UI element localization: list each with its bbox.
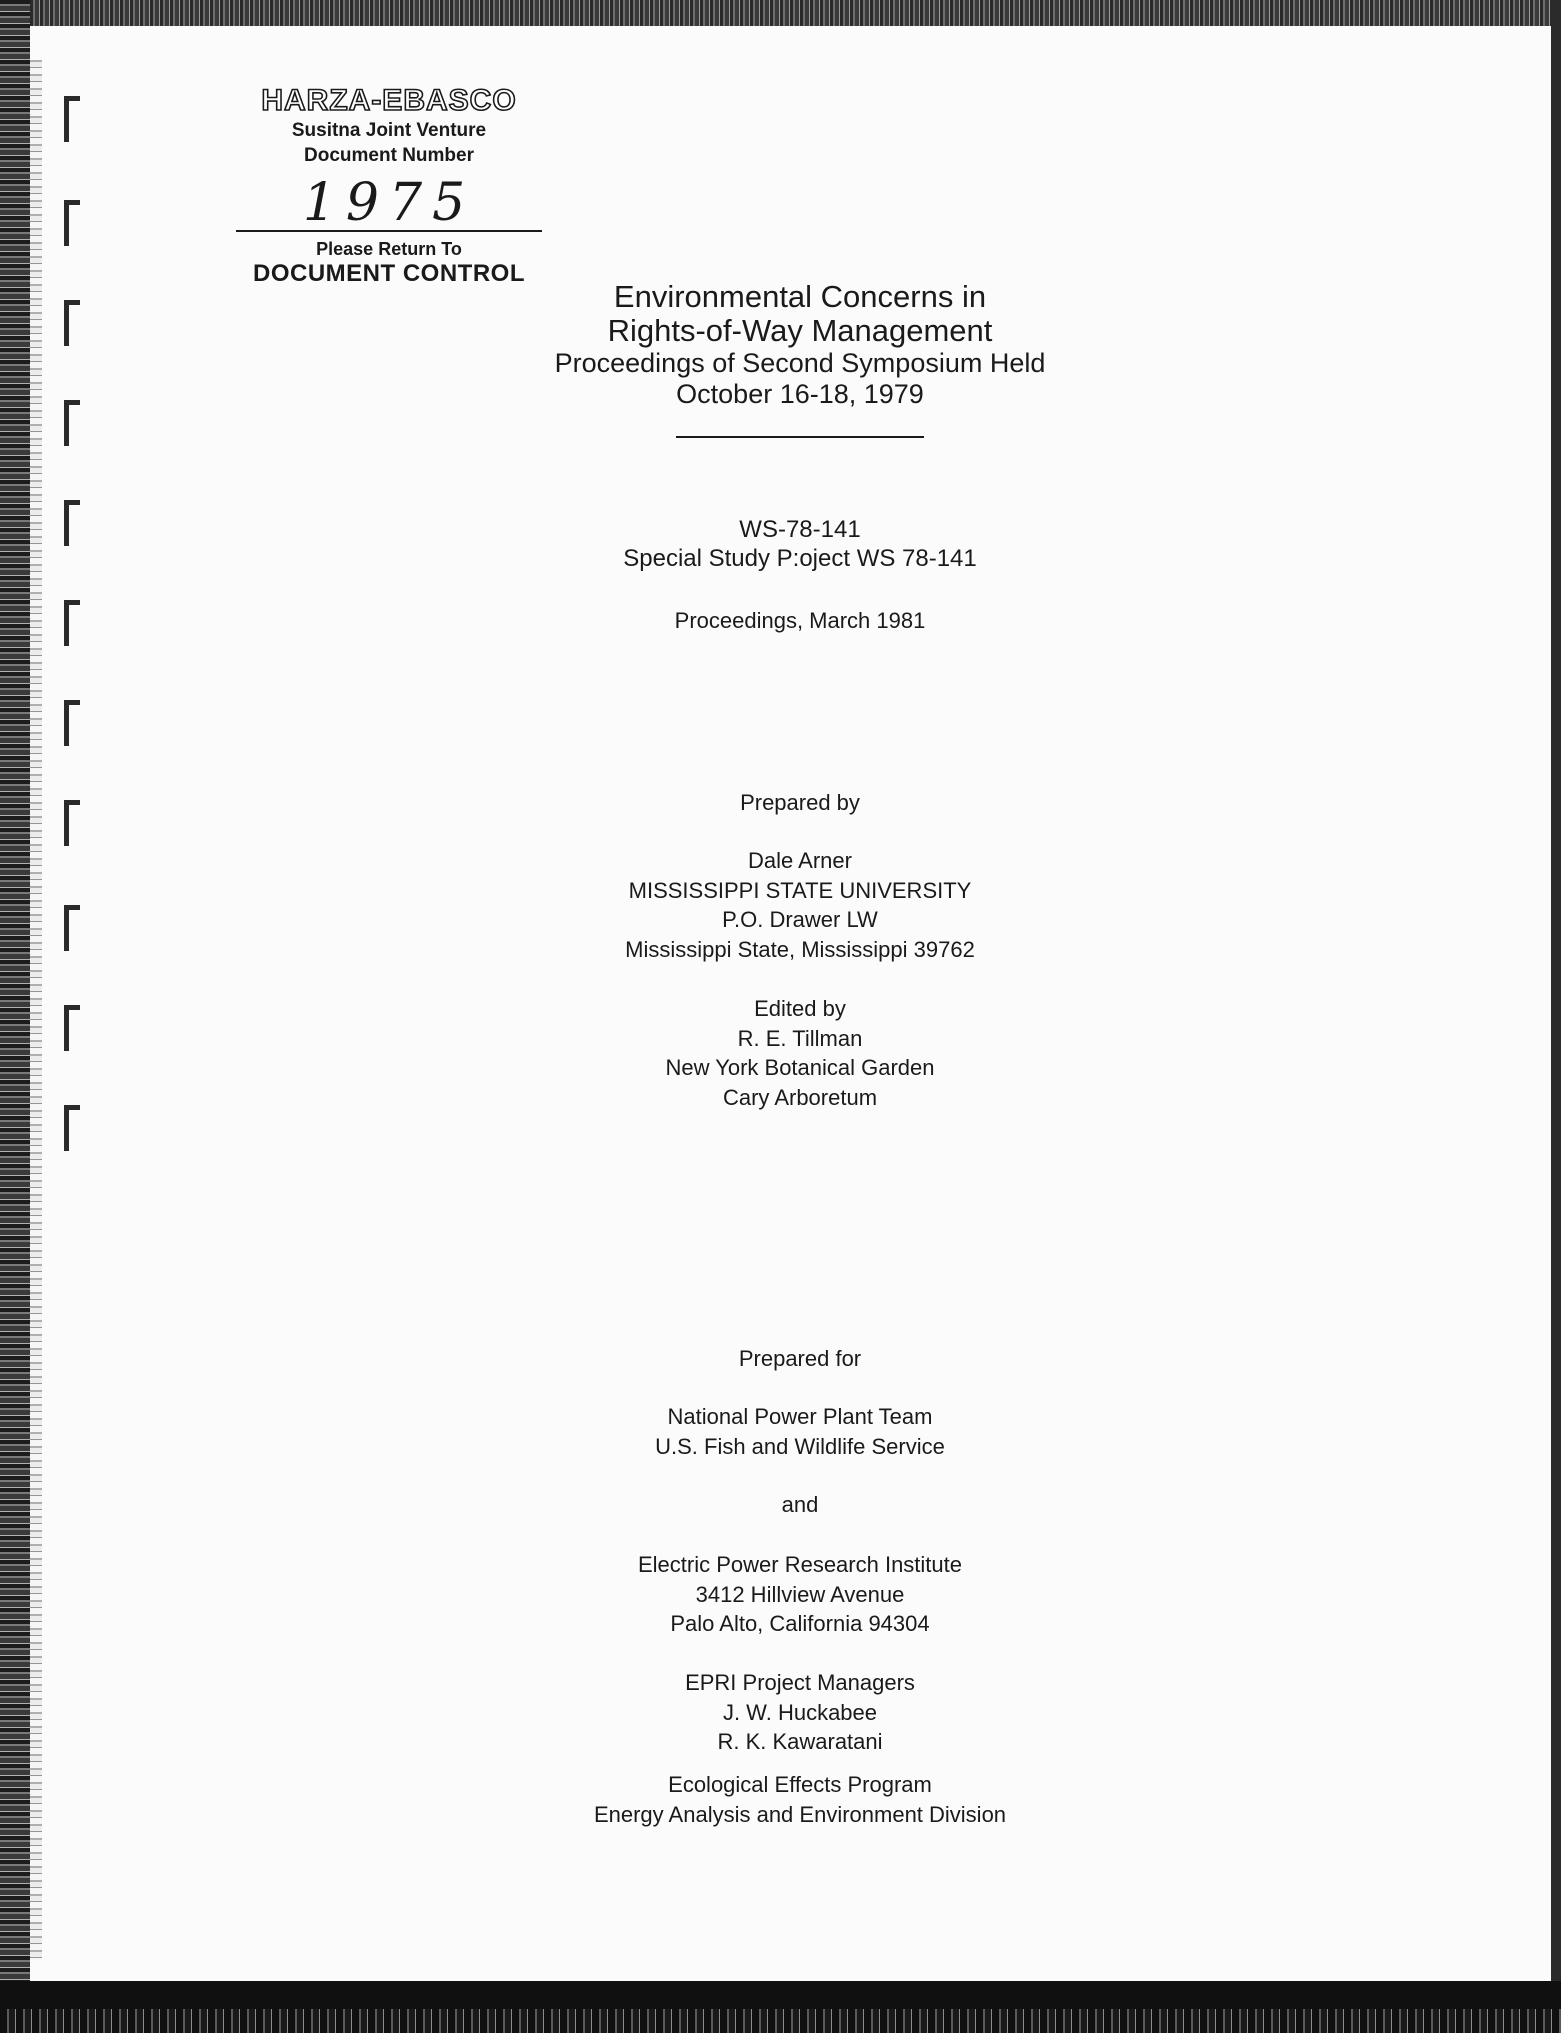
author-organization: MISSISSIPPI STATE UNIVERSITY xyxy=(628,877,972,903)
binder-hole-mark xyxy=(64,300,80,346)
binder-hole-mark xyxy=(64,500,80,546)
scan-edge-right xyxy=(1551,0,1561,2033)
scan-edge-bottom-noise xyxy=(0,2009,1561,2033)
handwritten-document-number: 1975 xyxy=(302,173,476,233)
stamp-return-label: Please Return To xyxy=(316,239,462,259)
sponsor-address-2: Palo Alto, California 94304 xyxy=(670,1611,930,1636)
scan-binding-strip xyxy=(30,60,42,1960)
proceedings-date: Proceedings, March 1981 xyxy=(674,608,926,633)
special-study-line: Special Study P:oject WS 78-141 xyxy=(623,545,977,572)
project-manager-1: J. W. Huckabee xyxy=(722,1699,878,1725)
binder-hole-mark xyxy=(64,400,80,446)
binder-hole-mark xyxy=(64,800,80,846)
binder-hole-mark xyxy=(64,1005,80,1051)
author-name: Dale Arner xyxy=(748,848,852,873)
prepared-by-label: Prepared by xyxy=(740,790,860,815)
stamp-logo: HARZA-EBASCO xyxy=(261,84,517,117)
title-line-1: Environmental Concerns in xyxy=(613,279,987,314)
project-code-block xyxy=(400,515,1200,573)
program-block xyxy=(400,1770,1200,1829)
stamp-number-field xyxy=(236,173,542,233)
sponsor-organization-3: Electric Power Research Institute xyxy=(637,1552,963,1577)
title-line-2: Rights-of-Way Management xyxy=(607,313,993,348)
document-control-stamp xyxy=(236,84,542,288)
editor-organization-1: New York Botanical Garden xyxy=(665,1055,935,1080)
document-title-block xyxy=(430,280,1170,410)
binder-hole-mark xyxy=(64,96,80,142)
binder-hole-mark xyxy=(64,1105,80,1151)
author-address-1: P.O. Drawer LW xyxy=(722,907,878,932)
edited-by-label: Edited by xyxy=(754,996,846,1021)
sponsor-conjunction xyxy=(400,1490,1200,1520)
scan-edge-top xyxy=(0,0,1561,26)
title-rule xyxy=(676,436,924,438)
prepared-for-label: Prepared for xyxy=(738,1346,862,1371)
title-line-3: Proceedings of Second Symposium Held xyxy=(554,348,1046,378)
project-managers-label: EPRI Project Managers xyxy=(685,1670,915,1695)
sponsor-organization-1: National Power Plant Team xyxy=(667,1404,933,1429)
division-name: Energy Analysis and Environment Division xyxy=(593,1801,1007,1827)
project-code: WS-78-141 xyxy=(739,516,861,543)
stamp-venture-line: Susitna Joint Venture xyxy=(291,120,487,141)
author-address-2: Mississippi State, Mississippi 39762 xyxy=(625,936,975,962)
binder-hole-mark xyxy=(64,700,80,746)
editor-name: R. E. Tillman xyxy=(737,1025,863,1051)
binder-hole-mark xyxy=(64,200,80,246)
stamp-document-number-label: Document Number xyxy=(304,145,474,166)
program-name: Ecological Effects Program xyxy=(668,1772,932,1797)
editor-organization-2: Cary Arboretum xyxy=(722,1084,878,1110)
title-line-4: October 16-18, 1979 xyxy=(676,379,924,409)
scan-edge-left xyxy=(0,0,30,2033)
binder-hole-mark xyxy=(64,600,80,646)
sponsor-address-1: 3412 Hillview Avenue xyxy=(695,1581,905,1607)
sponsor-organization-2: U.S. Fish and Wildlife Service xyxy=(655,1433,945,1459)
sponsor-block-1 xyxy=(400,1402,1200,1461)
prepared-for-block xyxy=(400,1344,1200,1374)
edited-by-block xyxy=(400,994,1200,1112)
sponsor-block-2 xyxy=(400,1550,1200,1639)
binder-hole-mark xyxy=(64,905,80,951)
author-block xyxy=(400,846,1200,964)
project-manager-2: R. K. Kawaratani xyxy=(717,1729,883,1754)
prepared-by-block xyxy=(400,788,1200,818)
stamp-control-label: DOCUMENT CONTROL xyxy=(253,260,525,287)
project-managers-block xyxy=(400,1668,1200,1757)
and-text: and xyxy=(781,1492,819,1517)
proceedings-date-block xyxy=(400,606,1200,636)
